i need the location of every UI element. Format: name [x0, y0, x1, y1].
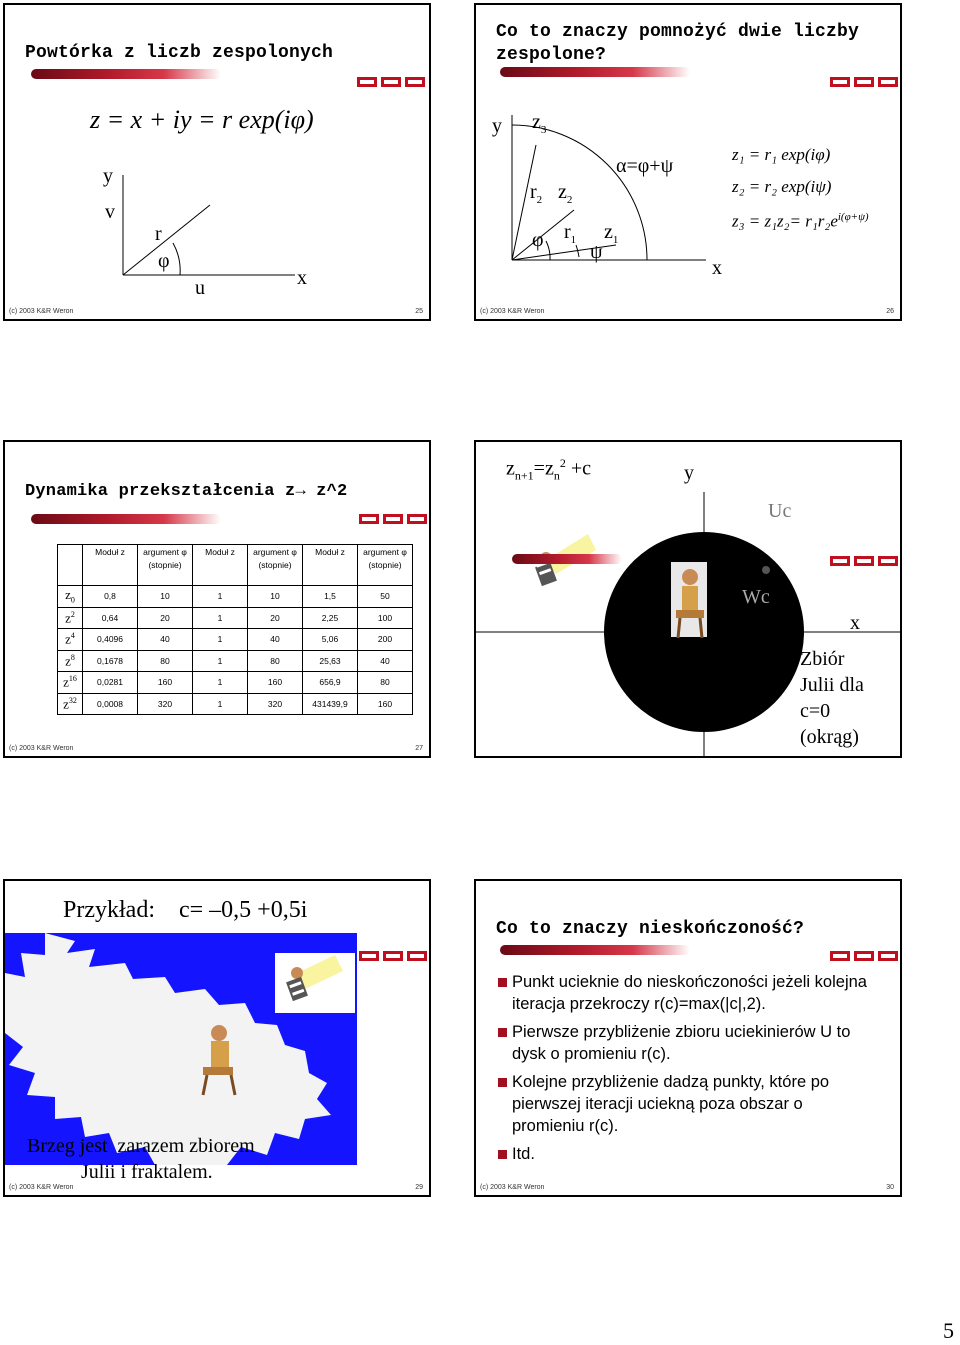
slide-title: Powtórka z liczb zespolonych: [25, 43, 334, 63]
row-label: [58, 650, 83, 672]
z3-sub: 3: [540, 124, 547, 136]
table-row: [58, 607, 413, 629]
caption-line-1: Brzeg jest zarazem zbiorem: [27, 1135, 255, 1157]
table-cell: 0,4096: [83, 629, 138, 651]
point-z3-label: [532, 111, 546, 136]
list-item: Kolejne przybliżenie dadzą punkty, które po pierwszej iteracji uciekną poza obszar o promieniu r(c).: [498, 1071, 878, 1137]
slide-number: 26: [886, 308, 894, 315]
slide-30: [474, 879, 902, 1197]
row-label-index: 0: [70, 596, 75, 606]
axis-label-v: v: [105, 201, 115, 223]
row-label-base: z: [65, 652, 71, 668]
axis-label-y: y: [492, 115, 502, 137]
table-cell: 1: [193, 650, 248, 672]
table-cell: 0,64: [83, 607, 138, 629]
ift-logo-icon: [359, 949, 429, 963]
angle-label-phi: φ: [158, 250, 170, 272]
row-label: [58, 693, 83, 715]
slide-footer: [9, 308, 423, 315]
ift-logo-icon: [830, 949, 900, 963]
footer-credit: (c) 2003 K&R Weron: [9, 1184, 74, 1191]
title-underline: [500, 945, 690, 955]
row-label-power: 16: [68, 674, 77, 684]
table-row: [58, 586, 413, 608]
ift-logo-icon: [359, 512, 429, 526]
table-cell: 40: [138, 629, 193, 651]
col-header: argument φ (stopnie): [138, 545, 193, 586]
polar-form-formula: z = x + iy = r exp(iφ): [90, 105, 314, 134]
list-item: Punkt ucieknie do nieskończoności jeżeli kolejna iteracja przekroczy r(c)=max(|c|,2).: [498, 971, 878, 1015]
table-row: [58, 672, 413, 694]
slide-footer: [480, 308, 894, 315]
table-corner-cell: [58, 545, 83, 586]
col-header: Moduł z: [83, 545, 138, 586]
row-label: [58, 607, 83, 629]
formula-z: z: [506, 457, 515, 480]
formula-eq: =z: [533, 457, 554, 480]
table-cell: 656,9: [303, 672, 358, 694]
angle-phi-label: φ: [532, 229, 544, 251]
table-cell: 5,06: [303, 629, 358, 651]
slide-footer: [9, 1184, 423, 1191]
table-cell: 1: [193, 586, 248, 608]
table-cell: 1: [193, 693, 248, 715]
table-cell: 1: [193, 629, 248, 651]
table-cell: 0,0281: [83, 672, 138, 694]
row-label-power: 4: [70, 631, 75, 641]
table-cell: 50: [358, 586, 413, 608]
row-label-base: z: [65, 609, 71, 625]
caption-line: (okrąg): [800, 726, 859, 748]
table-row: [58, 693, 413, 715]
table-cell: 160: [358, 693, 413, 715]
equation-z1: z₁ = r₁ exp(iφ): [732, 145, 831, 164]
slide-title: Dynamika przekształcenia z→ z^2: [25, 482, 348, 501]
row-label: [58, 672, 83, 694]
z1-base: z: [604, 221, 613, 243]
table-cell: 320: [138, 693, 193, 715]
table-row: [58, 629, 413, 651]
r1-base: r: [564, 221, 571, 243]
slide-footer: [9, 745, 423, 752]
row-label-power: 32: [68, 695, 77, 705]
table-cell: 100: [358, 607, 413, 629]
table-cell: 1: [193, 672, 248, 694]
col-header: Moduł z: [303, 545, 358, 586]
table-cell: 80: [248, 650, 303, 672]
r1-sub: 1: [570, 234, 577, 246]
radius-r2-label: [530, 181, 542, 206]
bullet-list: [498, 971, 878, 1171]
point-z1-label: [604, 221, 618, 246]
slide-26: [474, 3, 902, 321]
filled-set-label: Wc: [742, 586, 770, 608]
julia-caption: [800, 646, 864, 750]
footer-credit: (c) 2003 K&R Weron: [480, 308, 545, 315]
table-cell: 10: [248, 586, 303, 608]
z2-sub: 2: [566, 194, 573, 206]
axis-label-x: x: [850, 612, 860, 634]
slide-title: Przykład: c= –0,5 +0,5i: [63, 897, 308, 923]
slide-27: [3, 440, 431, 758]
axis-label-x: x: [712, 257, 722, 279]
table-header-row: [58, 545, 413, 586]
r2-sub: 2: [536, 194, 543, 206]
col-header: argument φ (stopnie): [358, 545, 413, 586]
z2-base: z: [558, 181, 567, 203]
point-z2-label: [558, 181, 572, 206]
table-cell: 2,25: [303, 607, 358, 629]
z3-base: z: [532, 111, 541, 133]
axis-label-u: u: [195, 277, 205, 299]
table-cell: 40: [248, 629, 303, 651]
footer-credit: (c) 2003 K&R Weron: [480, 1184, 545, 1191]
table-cell: 40: [358, 650, 413, 672]
angle-sum-label: α=φ+ψ: [616, 155, 674, 177]
col-header: Moduł z: [193, 545, 248, 586]
table-cell: 10: [138, 586, 193, 608]
table-cell: 0,0008: [83, 693, 138, 715]
multiplication-diagram: [476, 5, 902, 321]
slide-footer: [480, 1184, 894, 1191]
page-number: 5: [943, 1318, 954, 1343]
table-cell: 80: [138, 650, 193, 672]
slide-29: [3, 879, 431, 1197]
slide-28: [474, 440, 902, 758]
slide-25: [3, 3, 431, 321]
ift-logo-icon: [830, 554, 900, 568]
row-label-base: z: [63, 695, 69, 711]
table-row: [58, 650, 413, 672]
caption-line-2: Julii i fraktalem.: [81, 1161, 213, 1183]
accent-brush: [512, 554, 622, 564]
table-cell: 320: [248, 693, 303, 715]
row-label-power: 2: [70, 609, 75, 619]
table-cell: 1,5: [303, 586, 358, 608]
list-item: Itd.: [498, 1143, 878, 1165]
slide-title: Co to znaczy nieskończoność?: [496, 919, 805, 939]
row-label-base: z: [65, 631, 71, 647]
sitting-figure-icon: [671, 562, 707, 638]
iteration-table: [57, 544, 413, 715]
table-cell: 0,1678: [83, 650, 138, 672]
caption-line: c=0: [800, 700, 831, 722]
list-item: Pierwsze przybliżenie zbioru uciekinierów U to dysk o promieniu r(c).: [498, 1021, 878, 1065]
angle-psi-label: ψ: [590, 241, 603, 263]
r2-base: r: [530, 181, 537, 203]
escape-set-label: Uc: [768, 500, 792, 522]
row-label: [58, 629, 83, 651]
table-cell: 20: [248, 607, 303, 629]
table-cell: 200: [358, 629, 413, 651]
axis-label-x: x: [297, 267, 307, 289]
formula-sub-n1: n+1: [514, 468, 534, 483]
title-underline: [31, 514, 221, 524]
caption-line: Julii dla: [800, 674, 864, 696]
eq3-exponent: i(φ+ψ): [837, 211, 869, 223]
slide-number: 25: [415, 308, 423, 315]
slide-number: 27: [415, 745, 423, 752]
equation-z2: z₂ = r₂ exp(iψ): [732, 177, 832, 196]
table-cell: 20: [138, 607, 193, 629]
radius-r1-label: [564, 221, 576, 246]
table-cell: 160: [248, 672, 303, 694]
row-label-base: z: [65, 587, 71, 603]
axis-label-y: y: [684, 462, 694, 484]
formula-sup-2: 2: [559, 456, 566, 470]
slide-number: 30: [886, 1184, 894, 1191]
footer-credit: (c) 2003 K&R Weron: [9, 745, 74, 752]
slide-title: Co to znaczy pomnożyć dwie liczby zespolone?: [496, 22, 860, 65]
row-label-base: z: [63, 674, 69, 690]
table-cell: 0,8: [83, 586, 138, 608]
col-header: argument φ (stopnie): [248, 545, 303, 586]
table-cell: 1: [193, 607, 248, 629]
z1-sub: 1: [612, 234, 619, 246]
row-label: [58, 586, 83, 608]
row-label-power: 8: [70, 652, 75, 662]
table-cell: 80: [358, 672, 413, 694]
caption-line: Zbiór: [800, 648, 845, 670]
table-cell: 25,63: [303, 650, 358, 672]
table-cell: 431439,9: [303, 693, 358, 715]
footer-credit: (c) 2003 K&R Weron: [9, 308, 74, 315]
formula-plus-c: +c: [565, 457, 591, 480]
axis-label-y: y: [103, 165, 113, 187]
complex-plane-diagram: [5, 5, 431, 321]
equation-z3: [732, 211, 869, 232]
radius-label: r: [155, 223, 162, 245]
formula-sub-n: n: [553, 468, 560, 483]
julia-fractal-image: [5, 933, 357, 1165]
table-cell: 160: [138, 672, 193, 694]
slide-number: 29: [415, 1184, 423, 1191]
eq3-base: z₃ = z₁z₂= r₁r₂e: [732, 211, 838, 231]
